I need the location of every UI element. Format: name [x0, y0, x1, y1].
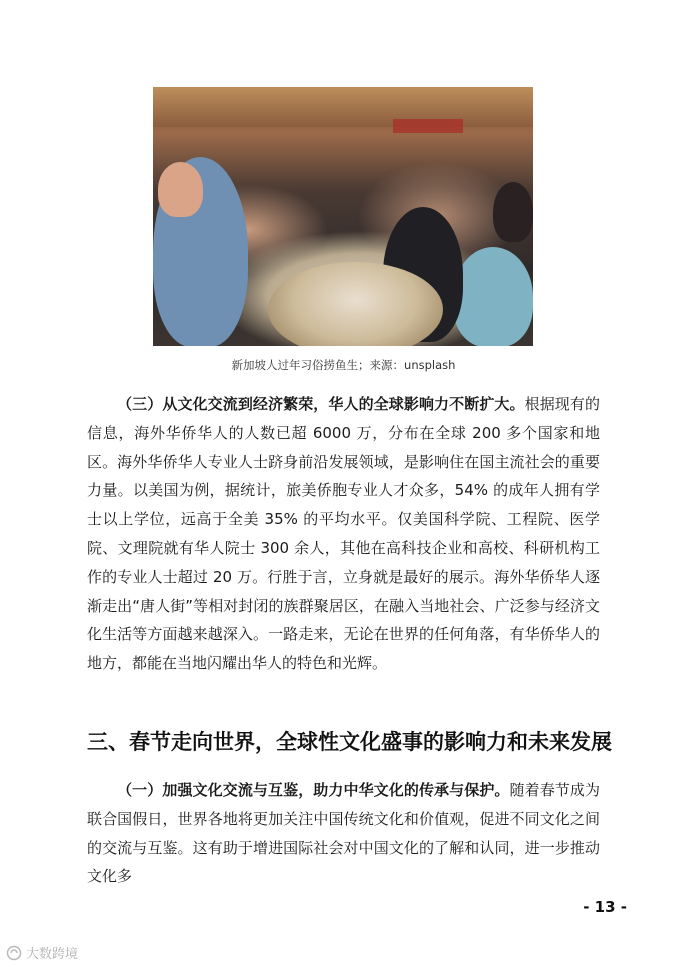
photo-person-left-head	[158, 162, 203, 217]
paragraph-body: 随着春节成为联合国假日，世界各地将更加关注中国传统文化和价值观，促进不同文化之间的交流与互鉴。这有助于增进国际社会对中国文化的了解和认同，进一步推动文化多	[87, 781, 600, 886]
paragraph-body: 根据现有的信息，海外华侨华人的人数已超 6000 万，分布在全球 200 多个国家和地区。海外华侨华人专业人士跻身前沿发展领域，是影响住在国主流社会的重要力量。以美国为例，据统计，旅美侨胞专业人才众多，54% 的成年人拥有学士以上学位，远高于全美 35% 的平均水平。仅美国科学院、工程院、医学院、文理院就有华人院士 300 余人，其他在高科技企业和高校、科研机构工作的专业人士超过 20 万。行胜于言，立身就是最好的展示。海外华侨华人逐渐走出“唐人街”等相对封闭的族群聚居区，在融入当地社会、广泛参与经济文化生活等方面越来越深入。一路走来，无论在世界的任何角落，有华侨华人的地方，都能在当地闪耀出华人的特色和光辉。	[87, 395, 600, 673]
watermark-text: 大数跨境	[26, 947, 79, 962]
paragraph-section-three-sub	[87, 390, 600, 678]
watermark	[6, 943, 78, 962]
photo-person-right-head	[493, 182, 533, 242]
page-number: - 13 -	[583, 898, 627, 916]
photo-restaurant-sign	[393, 119, 463, 133]
photo-ceiling	[153, 87, 533, 127]
watermark-logo-icon	[6, 945, 22, 961]
paragraph-lead: （三）从文化交流到经济繁荣，华人的全球影响力不断扩大。	[117, 395, 525, 413]
photo-person-right	[453, 247, 533, 346]
paragraph-lead: （一）加强文化交流与互鉴，助力中华文化的传承与保护。	[117, 781, 510, 799]
photo-platter	[268, 262, 443, 346]
paragraph-section-one-sub	[87, 776, 600, 891]
section-heading: 三、春节走向世界，全球性文化盛事的影响力和未来发展	[87, 730, 612, 754]
photo-yusheng	[153, 87, 533, 346]
photo-caption: 新加坡人过年习俗捞鱼生；来源：unsplash	[231, 358, 456, 372]
